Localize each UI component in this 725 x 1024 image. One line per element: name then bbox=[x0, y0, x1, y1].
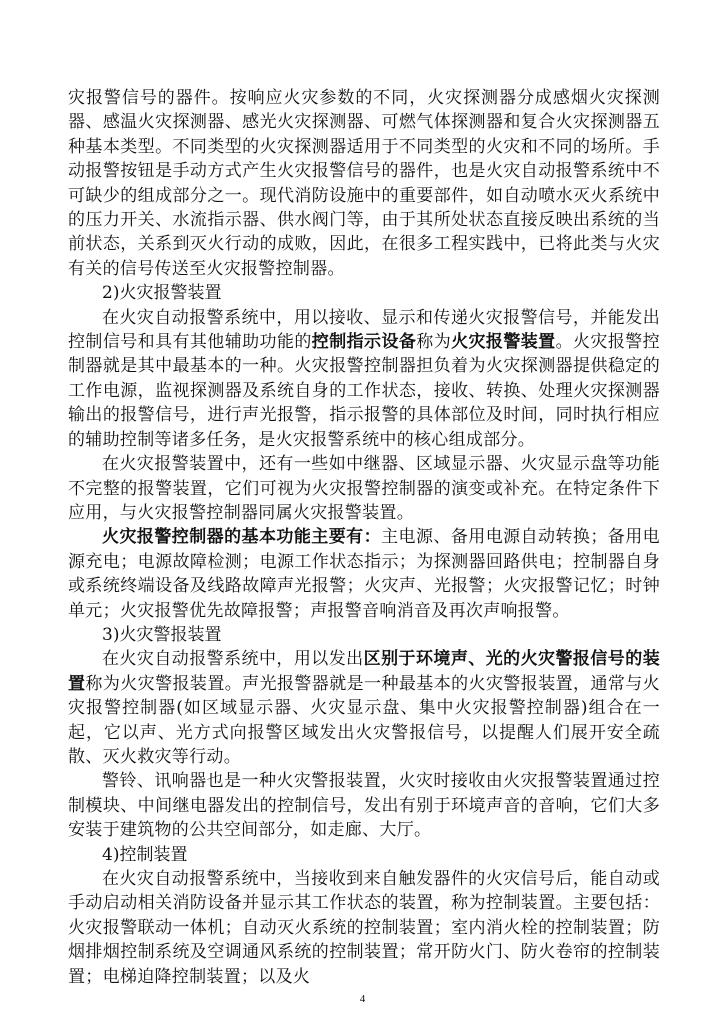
bold-lead-basic-functions: 火灾报警控制器的基本功能主要有： bbox=[102, 527, 382, 548]
paragraph-alarm-device-definition bbox=[68, 306, 660, 452]
heading-fire-warning-device: 3)火灾警报装置 bbox=[102, 624, 222, 645]
text-run: 称为火灾警报装置。声光报警器就是一种最基本的火灾警报装置，通常与火灾报警控制器(如区域显示器、火灾显示盘、集中火灾报警控制器)组合在一起，它以声、光方式向报警区域发出火灾警报信号，以提醒人们展开安全疏散、灭火救灾等行动。 bbox=[68, 673, 660, 767]
bold-term-control-indicator: 控制指示设备 bbox=[311, 332, 417, 353]
text-run: 主电源、备用电源自动转换；备用电源充电；电源故障检测；电源工作状态指示；为探测器回路供电；控制器自身或系统终端设备及线路故障声光报警；火灾声、光报警；火灾报警记忆；时钟单元；火灾报警优先故障报警；声报警音响消音及再次声响报警。 bbox=[68, 527, 660, 621]
bold-term-warning-signal: 区别于环境声、光的火灾警报信号的装置 bbox=[68, 649, 660, 694]
text-run: 。火灾报警控制器就是其中最基本的一种。火灾报警控制器担负着为火灾探测器提供稳定的工作电源，监视探测器及系统自身的工作状态，接收、转换、处理火灾探测器输出的报警信号，进行声光报警，指示报警的具体部位及时间，同时执行相应的辅助控制等诸多任务，是火灾报警系统中的核心组成部分。 bbox=[68, 332, 660, 450]
text-run: 称为 bbox=[416, 332, 452, 353]
text-run: 在火灾自动报警系统中，用以接收、显示和传递火灾报警信号，并能发出控制信号和具有其他辅助功能的 bbox=[68, 307, 660, 353]
page-number: 4 bbox=[359, 993, 366, 1005]
paragraph-warning-device-definition bbox=[68, 647, 660, 769]
heading-control-device: 4)控制装置 bbox=[102, 844, 188, 865]
paragraph-auxiliary-devices: 在火灾报警装置中，还有一些如中继器、区域显示器、火灾显示盘等功能不完整的报警装置，它们可视为火灾报警控制器的演变或补充。在特定条件下应用，与火灾报警控制器同属火灾报警装置。 bbox=[68, 454, 660, 523]
paragraph-detector-types: 灾报警信号的器件。按响应火灾参数的不同，火灾探测器分成感烟火灾探测器、感温火灾探测器、感光火灾探测器、可燃气体探测器和复合火灾探测器五种基本类型。不同类型的火灾探测器适用于不同类型的火灾和不同的场所。手动报警按钮是手动方式产生火灾报警信号的器件，也是火灾自动报警系统中不可缺少的组成部分之一。现代消防设施中的重要部件，如自动喷水灭火系统中的压力开关、水流指示器、供水阀门等，由于其所处状态直接反映出系统的当前状态，关系到灭火行动的成败，因此，在很多工程实践中，已将此类与火灾有关的信号传送至火灾报警控制器。 bbox=[68, 88, 660, 279]
text-run: 在火灾自动报警系统中，用以发出 bbox=[102, 649, 364, 670]
paragraph-control-device-definition: 在火灾自动报警系统中，当接收到来自触发器件的火灾信号后，能自动或手动启动相关消防设备并显示其工作状态的装置，称为控制装置。主要包括：火灾报警联动一体机；自动灭火系统的控制装置；室内消火栓的控制装置；防烟排烟控制系统及空调通风系统的控制装置；常开防火门、防火卷帘的控制装置；电梯迫降控制装置；以及火 bbox=[68, 869, 660, 987]
paragraph-controller-functions bbox=[68, 525, 660, 623]
paragraph-bells-sounders: 警铃、讯响器也是一种火灾警报装置，火灾时接收由火灾报警装置通过控制模块、中间继电器发出的控制信号，发出有别于环境声音的音响，它们大多安装于建筑物的公共空间部分，如走廊、大厅。 bbox=[68, 771, 660, 841]
heading-fire-alarm-device: 2)火灾报警装置 bbox=[102, 283, 222, 304]
bold-term-alarm-device: 火灾报警装置 bbox=[451, 332, 556, 353]
document-body bbox=[68, 86, 660, 989]
